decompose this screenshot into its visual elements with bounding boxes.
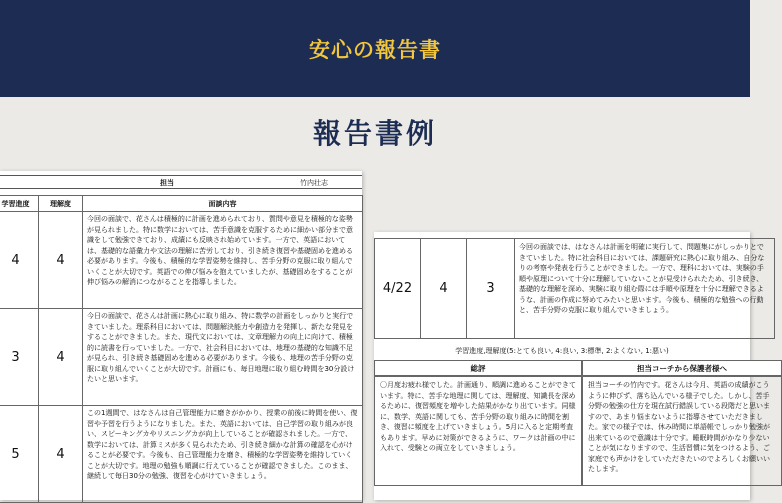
understanding-value: 3 bbox=[467, 239, 515, 339]
header-content: 面談内容 bbox=[83, 196, 363, 212]
interview-content: 今日の面談で、花さんは計画に熱心に取り組み、特に数学の計画をしっかりと実行できていました。理系科目においては、問題解決能力や創造力を発揮し、新たな発見をすることができました。また、現代文においては、文章理解力の向上に向けて、積極的に読書を行っていました。一方で、社会科目においては、地理の基礎的な知識不足が見られ、引き続き基礎固めを進める必要があります。今後も、地理の苦手分野の克服に取り組んでいくことが大切です。計画にも、毎日地理に取り組む時間を30分設けたいと思います。 bbox=[83, 309, 363, 406]
date-value: 4/22 bbox=[375, 239, 421, 339]
progress-value: 4 bbox=[421, 239, 467, 339]
responsible-name: 竹内壮志 bbox=[300, 179, 328, 187]
progress-value: 4 bbox=[0, 212, 39, 309]
interview-table bbox=[0, 195, 363, 503]
header-understanding: 理解度 bbox=[39, 196, 83, 212]
table-row bbox=[0, 212, 363, 309]
header-banner bbox=[0, 0, 750, 97]
banner-title: 安心の報告書 bbox=[309, 37, 441, 62]
rating-legend: 学習進度,理解度(5:とても良い, 4:良い, 3:標準, 2:よくない, 1:悪い) bbox=[455, 347, 669, 355]
interview-content: 今回の面談では、はなさんは計画を明確に実行して、問題集にがしっかりとできていました。特に社会科目においては、課題研究に熱心に取り組み、自分なりの考察や発表を行うことができました。一方で、理科においては、実験の手順や原理について十分に理解していないことが見受けられたため、引き続き、基礎的な理解を深め、実験に取り組む際には手順や原理を十分に理解できるような、計画の作成に努めてみたいと思います。今後も、積極的な勉強への行動と、苦手分野の克服に取り組んでいきましょう。 bbox=[515, 239, 775, 339]
page-heading: 報告書例 bbox=[312, 117, 437, 150]
progress-value: 3 bbox=[0, 309, 39, 406]
table-row bbox=[375, 239, 775, 339]
interview-table-right bbox=[374, 238, 775, 339]
progress-value: 5 bbox=[0, 406, 39, 503]
header-progress: 学習進度 bbox=[0, 196, 39, 212]
table-row bbox=[0, 406, 363, 503]
interview-content: 今回の面談で、花さんは積極的に計画を進められており、質問や意見を積極的な姿勢が見られました。特に数学においては、苦手意識を克服するために細かい部分まで意識をして勉強できており、成績にも反映され始めています。一方で、英語においては、基礎的な語彙力や文法の理解に苦労しており、引き続き復習や基礎固めを進める必要があります。今後も、積極的な学習姿勢を維持し、苦手分野の克服に取り組んでいくことが大切です。英語での伸び悩みを抱えていましたが、基礎固めをすることが伸び悩みの解消につながることを指導しました。 bbox=[83, 212, 363, 309]
responsible-label: 担当 bbox=[160, 179, 174, 187]
report-document-left bbox=[0, 171, 362, 500]
summary-header: 総評 bbox=[374, 360, 582, 376]
understanding-value: 4 bbox=[39, 406, 83, 503]
coach-header: 担当コーチから保護者様へ bbox=[582, 360, 782, 376]
summary-text: 〇月度お疲れ様でした。計画通り、順調に進めることができています。特に、苦手な地理に関しては、理解度、知識長を深めるために、復習頻度を増やした結果がかなり出ています。同様に、数学、英語に関しても、苦手分野の取り組みに時間を割き、復習に頻度を上げていきましょう。5月に入ると定期考査もあります。早めに対策ができるように、ワークは計画の中に入れて、受験との両立をしていきましょう。 bbox=[374, 376, 582, 486]
table-row bbox=[0, 309, 363, 406]
understanding-value: 4 bbox=[39, 309, 83, 406]
understanding-value: 4 bbox=[39, 212, 83, 309]
table-header-row bbox=[0, 196, 363, 212]
interview-content: この1週間で、はなさんは自己管理能力に磨きがかかり、授業の前後に時間を使い、復習や予習を行うようになりました。また、英語においては、自己学習の取り組みが良い、スピーキングカやリスニングカが向上していることが確認されました。一方で、数学においては、計算ミスが多く見られたため、引き続き細かな計算の確認を心がけることが必要です。今後も、自己管理能力を磨き、積極的な学習姿勢を維持していくことが大切です。地理の勉強も順調に行えていることが確認できました。このまま、継続して毎日30分の勉強、復習を心がけていきましょう。 bbox=[83, 406, 363, 503]
report-document-right bbox=[374, 232, 770, 500]
responsible-row bbox=[0, 175, 362, 189]
coach-message: 担当コーチの竹内です。花さんは今月、英語の成績がこうように伸びず、落ち込んでいる様子でした。しかし、苦手分野の勉強の仕方を現在試行錯誤している段階だと思いますので、あまり悩まないように指導させていただきました。家での様子では、休み時間に単語帳でしっかり勉強が出来ているので意識は十分です。睡眠時間がかなり少ないことが気になりますので、生活習慣に気をつけるよう、ご家庭でも声かけをしていただきたいのでよろしくお願いいたします。 bbox=[582, 376, 782, 486]
